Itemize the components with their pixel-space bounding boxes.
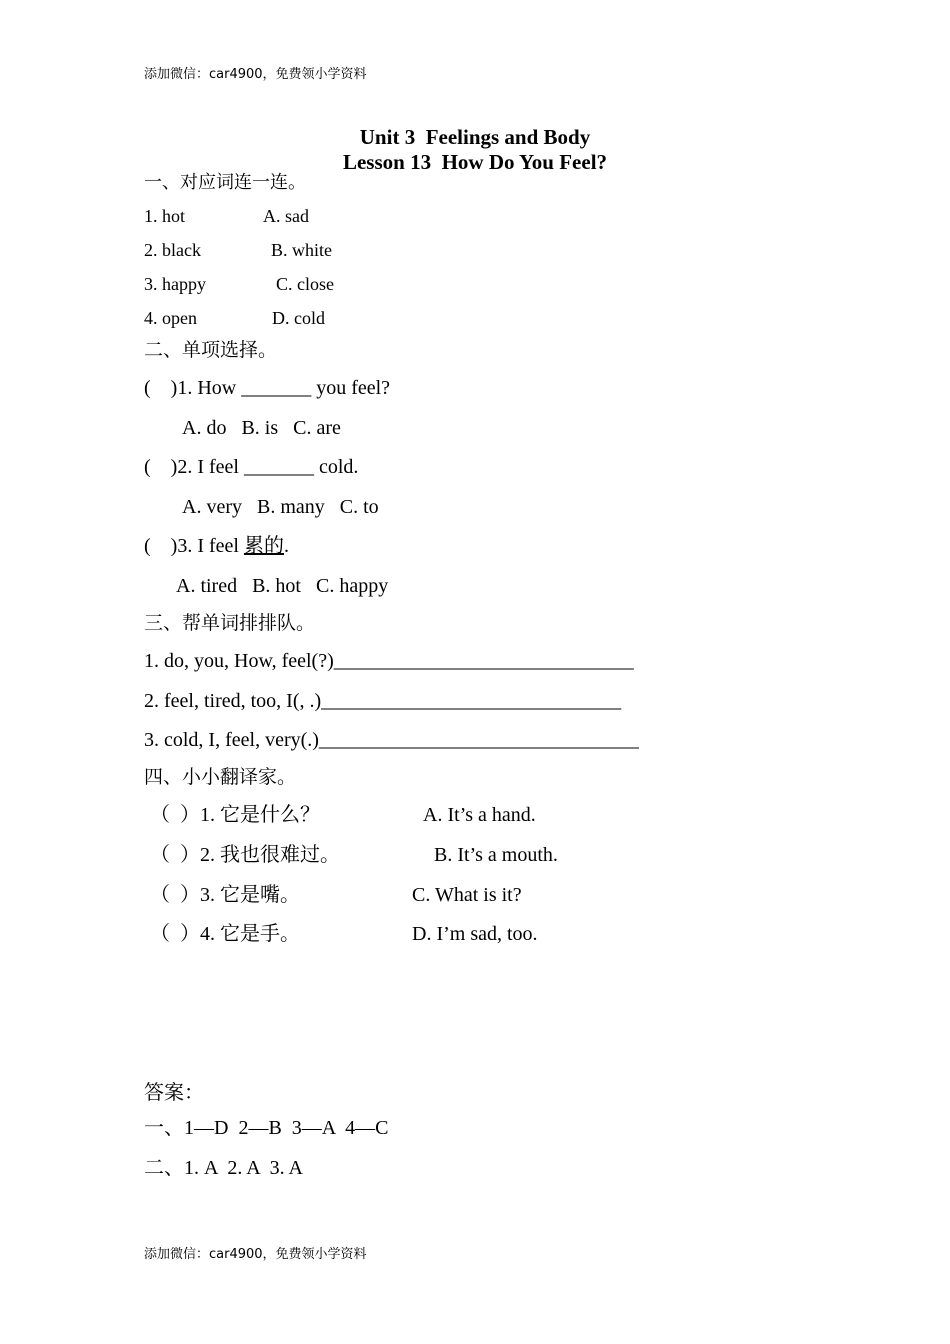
part1-right-item: A. sad [263,206,309,226]
header-note: 添加微信：car4900，免费领小学资料 [144,67,367,82]
question-3-stem-end: . [283,535,289,557]
translate-left-item: （ ）3. 它是嘴。 [150,884,300,906]
question-3-underlined-word: 累的 [243,535,284,557]
unit-title: Unit 3 Feelings and Body [359,125,591,149]
part1-right-item: B. white [271,240,332,260]
question-1-stem: ( )1. How _______ you feel? [144,377,391,399]
lesson-title: Lesson 13 How Do You Feel? [342,150,608,174]
part1-heading: 一、对应词连一连。 [144,172,306,193]
translate-left-item: （ ）2. 我也很难过。 [150,844,340,866]
reorder-item: 3. cold, I, feel, very(.)________________________________ [144,729,639,751]
part1-left-item: 4. open [144,308,197,328]
question-3-stem-text: ( )3. I feel [144,535,244,557]
reorder-item: 2. feel, tired, too, I(, .)______________________________ [144,690,622,712]
part3-heading: 三、帮单词排排队。 [144,612,316,634]
translate-right-item: A. It’s a hand. [423,804,536,826]
answers-heading: 答案： [144,1080,204,1104]
reorder-item: 1. do, you, How, feel(?)______________________________ [144,650,634,672]
part4-heading: 四、小小翻译家。 [144,766,297,788]
translate-right-item: C. What is it? [412,884,522,906]
translate-left-item: （ ）4. 它是手。 [150,923,300,945]
part2-heading: 二、单项选择。 [144,339,278,361]
question-2-stem: ( )2. I feel _______ cold. [144,456,359,478]
footer-note: 添加微信：car4900，免费领小学资料 [144,1247,367,1262]
question-1-options: A. do B. is C. are [182,417,341,439]
part1-right-item: C. close [276,274,334,294]
translate-left-item: （ ）1. 它是什么？ [150,804,320,826]
translate-right-item: D. I’m sad, too. [412,923,538,945]
part1-right-item: D. cold [272,308,325,328]
answers-line-1: 一、1—D 2—B 3—A 4—C [144,1117,389,1139]
part1-left-item: 1. hot [144,206,186,226]
translate-right-item: B. It’s a mouth. [434,844,558,866]
part1-left-item: 3. happy [144,274,206,294]
answers-line-2: 二、1. A 2. A 3. A [144,1157,303,1179]
question-3-stem [144,536,289,556]
question-3-options: A. tired B. hot C. happy [176,575,389,597]
part1-left-item: 2. black [144,240,201,260]
question-2-options: A. very B. many C. to [182,496,379,518]
